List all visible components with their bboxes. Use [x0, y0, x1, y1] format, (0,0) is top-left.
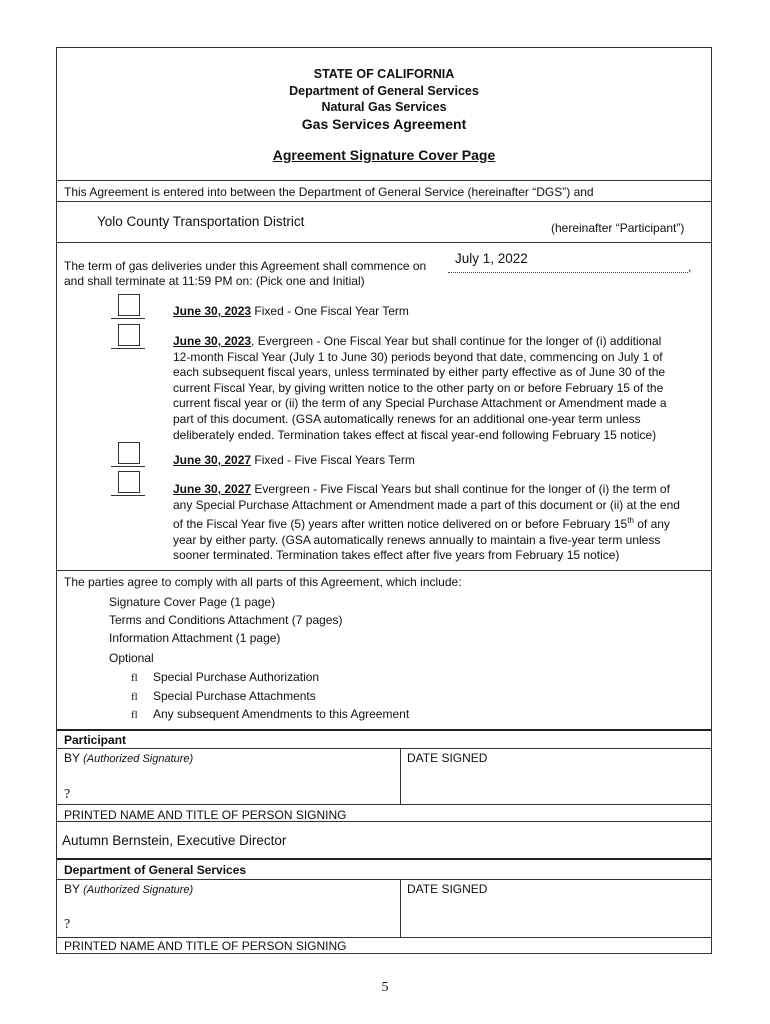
- option-2-text: , Evergreen - One Fiscal Year but shall continue for the longer of (i) additional: [251, 334, 662, 348]
- option-4-date: June 30, 2027: [173, 482, 252, 496]
- header-state: STATE OF CALIFORNIA: [313, 67, 455, 81]
- divider: [57, 570, 711, 571]
- dgs-by-label: BY (Authorized Signature): [64, 882, 194, 896]
- dgs-printed-label: PRINTED NAME AND TITLE OF PERSON SIGNING: [64, 939, 347, 953]
- optional-list: [131, 669, 409, 725]
- option-3: [173, 453, 709, 469]
- bullet-icon: fl: [131, 690, 138, 703]
- option-1-date: June 30, 2023: [173, 304, 252, 318]
- option-4-line: year by either party. (GSA automatically renews annually to maintain a five-year term unless: [173, 532, 661, 547]
- list-item: Terms and Conditions Attachment (7 pages): [109, 613, 343, 627]
- option-1: [173, 304, 709, 320]
- option-1-text: Fixed - One Fiscal Year Term: [251, 304, 409, 318]
- divider: [57, 804, 711, 805]
- option-2-line: part of this document. (GSA automatically renews for an additional one-year term unless: [173, 411, 641, 426]
- option-3-date: June 30, 2027: [173, 453, 252, 467]
- option-4-initial-line[interactable]: [111, 495, 145, 496]
- list-item: fl Special Purchase Attachments: [131, 688, 409, 707]
- divider: [57, 242, 711, 243]
- option-2-date: June 30, 2023: [173, 334, 252, 348]
- option-3-initial-line[interactable]: [111, 466, 145, 467]
- agreement-form: [56, 47, 712, 954]
- optional-label: Optional: [109, 651, 154, 665]
- participant-suffix: (hereinafter “Participant”): [551, 221, 685, 235]
- divider: [57, 180, 711, 181]
- option-2-initial-line[interactable]: [111, 348, 145, 349]
- page-number: 5: [381, 980, 389, 995]
- header-agreement-title: Gas Services Agreement: [301, 116, 467, 132]
- option-4-text: Evergreen - Five Fiscal Years but shall continue for the longer of (i) the term of: [251, 482, 670, 496]
- page-title: Agreement Signature Cover Page: [272, 147, 496, 163]
- option-3-text: Fixed - Five Fiscal Years Term: [251, 453, 415, 467]
- list-item: Signature Cover Page (1 page): [109, 595, 276, 609]
- bullet-icon: fl: [131, 672, 138, 684]
- dgs-date-signed-field[interactable]: DATE SIGNED: [407, 882, 488, 896]
- list-item: Information Attachment (1 page): [109, 631, 281, 645]
- dgs-heading: Department of General Services: [64, 863, 247, 877]
- option-2-line: each subsequent fiscal years, unless terminated by either party effective as of June 30 of the: [173, 365, 666, 380]
- option-1-checkbox[interactable]: [118, 294, 140, 316]
- divider: [400, 879, 401, 937]
- option-4-line: of the Fiscal Year five (5) years after written notice delivered on or before February 15th of any: [173, 516, 670, 532]
- participant-signature-field[interactable]: ?: [64, 787, 71, 802]
- term-terminate-text: and shall terminate at 11:59 PM on: (Pick one and Initial): [64, 274, 365, 288]
- header-division: Natural Gas Services: [321, 100, 447, 114]
- divider: [57, 748, 711, 749]
- intro-text: This Agreement is entered into between the Department of General Service (hereinafter “DGS”) and: [64, 185, 594, 199]
- option-2-line: 12-month Fiscal Year (July 1 to June 30) periods beyond that date, commencing on July 1 of: [173, 349, 663, 364]
- term-commence-text: The term of gas deliveries under this Agreement shall commence on: [64, 259, 427, 273]
- list-item: fl Any subsequent Amendments to this Agreement: [131, 706, 409, 725]
- participant-name-field[interactable]: Yolo County Transportation District: [97, 214, 305, 229]
- option-4-line: sooner terminated. Termination takes effect after five years from February 15 notice): [173, 548, 620, 563]
- participant-by-label: BY (Authorized Signature): [64, 751, 194, 765]
- parts-list: [109, 593, 342, 647]
- divider: [400, 748, 401, 804]
- option-3-checkbox[interactable]: [118, 442, 140, 464]
- parts-intro: The parties agree to comply with all parts of this Agreement, which include:: [64, 575, 462, 589]
- option-2-line: deliberately ended. Termination takes effect at fiscal year-end following February 15 notice): [173, 427, 657, 442]
- bullet-icon: fl: [131, 709, 138, 721]
- participant-printed-name-field[interactable]: Autumn Bernstein, Executive Director: [62, 833, 287, 848]
- term-comma: ,: [688, 260, 692, 274]
- option-2-line: current Fiscal Year, by giving written notice to the other party on or before February 15 of the: [173, 380, 664, 395]
- start-date-blank: [448, 272, 688, 273]
- dgs-signature-field[interactable]: ?: [64, 917, 71, 932]
- divider: [57, 937, 711, 938]
- list-item: fl Special Purchase Authorization: [131, 669, 409, 688]
- option-2-checkbox[interactable]: [118, 324, 140, 346]
- start-date-field[interactable]: July 1, 2022: [455, 251, 528, 266]
- header-department: Department of General Services: [289, 84, 479, 98]
- option-4-checkbox[interactable]: [118, 471, 140, 493]
- option-1-initial-line[interactable]: [111, 318, 145, 319]
- option-2: [173, 334, 713, 443]
- divider: [57, 821, 711, 822]
- divider: [57, 729, 711, 731]
- divider: [57, 858, 711, 860]
- participant-printed-label: PRINTED NAME AND TITLE OF PERSON SIGNING: [64, 808, 347, 822]
- option-4-line: any Special Purchase Attachment or Amendment made a part of this document or (ii) at the end: [173, 497, 680, 512]
- divider: [57, 201, 711, 202]
- participant-date-signed-field[interactable]: DATE SIGNED: [407, 751, 488, 765]
- divider: [57, 879, 711, 880]
- option-2-line: current fiscal year or (ii) the term of any Special Purchase Attachment or Amendment made a: [173, 396, 667, 411]
- option-4: [173, 482, 713, 564]
- participant-heading: Participant: [64, 733, 127, 747]
